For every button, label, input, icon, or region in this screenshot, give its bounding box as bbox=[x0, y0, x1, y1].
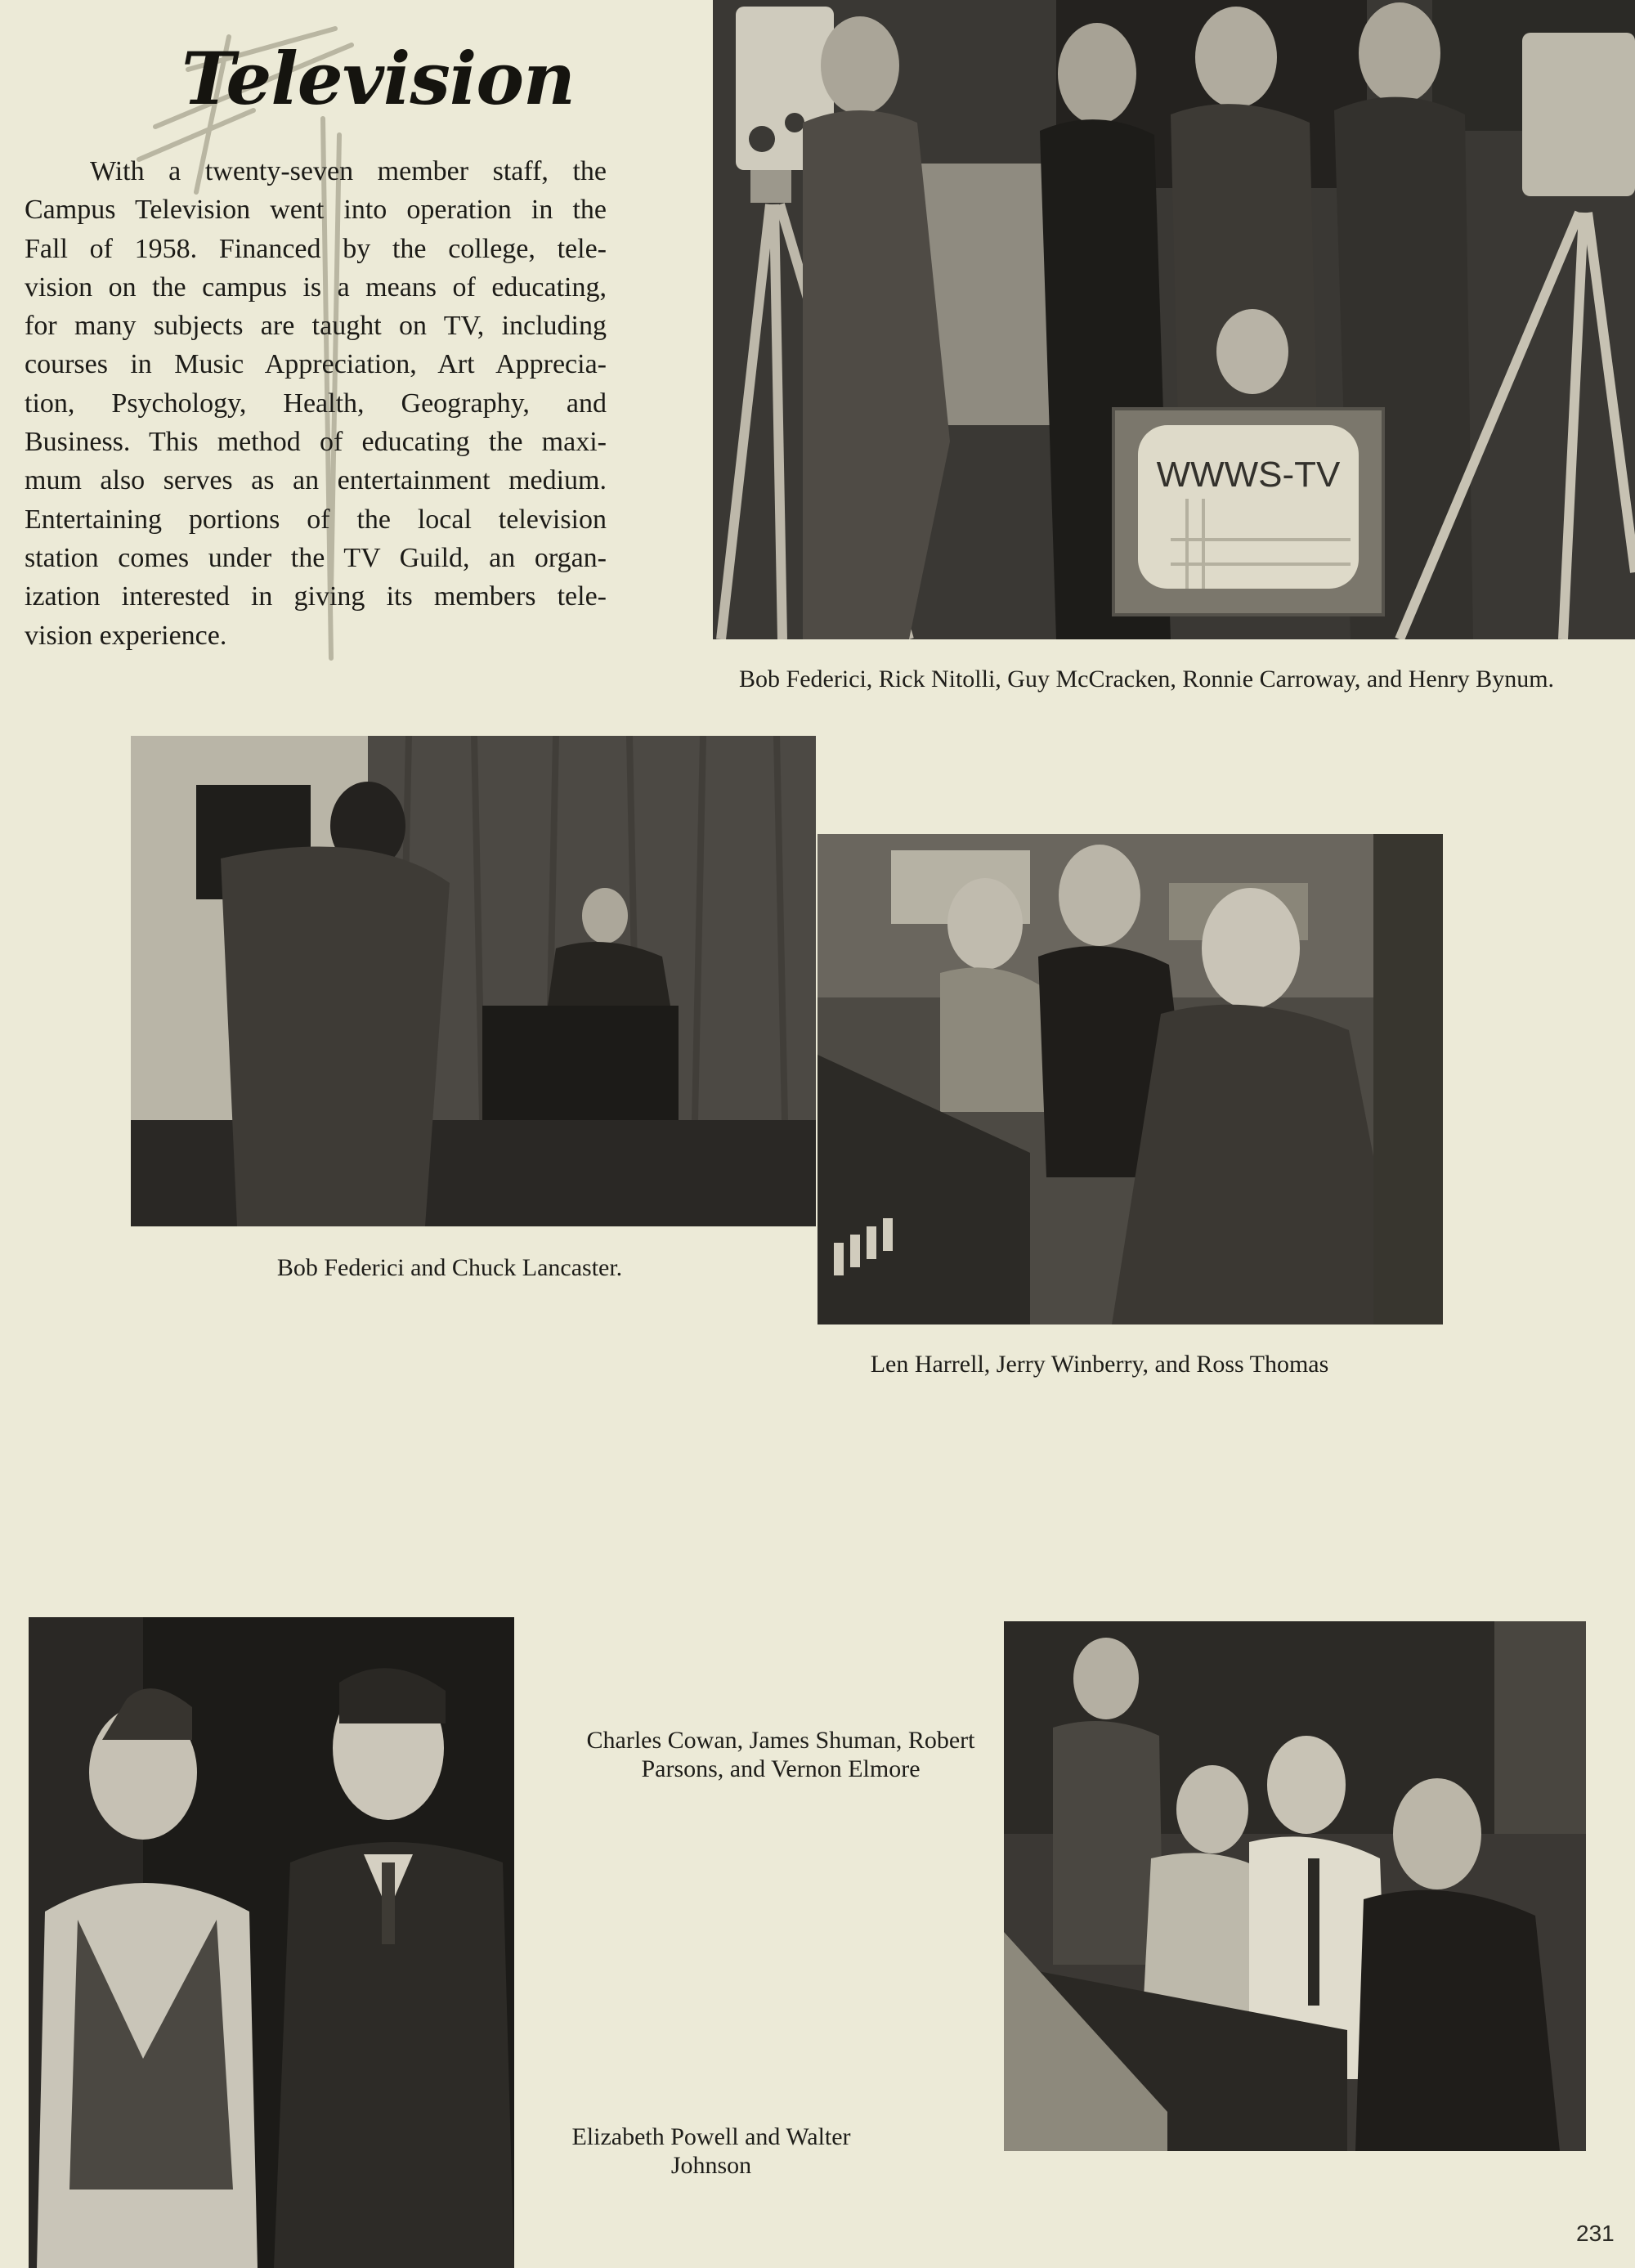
caption-control-room: Len Harrell, Jerry Winberry, and Ross Thomas bbox=[870, 1351, 1329, 1378]
intro-line: vision on the campus is a means of educating, bbox=[25, 271, 607, 303]
photo-couple bbox=[29, 1617, 514, 2268]
intro-paragraph bbox=[25, 152, 607, 655]
intro-line: station comes under the TV Guild, an organ- bbox=[25, 542, 607, 573]
page-number: 231 bbox=[1576, 2221, 1615, 2246]
intro-line: Entertaining portions of the local television bbox=[25, 504, 607, 535]
page-title: Television bbox=[181, 36, 576, 121]
intro-line: Campus Television went into operation in the bbox=[25, 195, 607, 226]
caption-camera-crew: Bob Federici, Rick Nitolli, Guy McCracken, Ronnie Carroway, and Henry Bynum. bbox=[739, 666, 1555, 693]
caption-studio: Bob Federici and Chuck Lancaster. bbox=[276, 1254, 623, 1281]
photo-operators bbox=[1004, 1621, 1586, 2151]
intro-line: for many subjects are taught on TV, including bbox=[25, 311, 607, 342]
photo-studio bbox=[131, 736, 816, 1226]
intro-line: vision experience. bbox=[25, 620, 227, 651]
intro-line: With a twenty-seven member staff, the bbox=[90, 156, 607, 186]
photo-control-room bbox=[818, 834, 1443, 1324]
photo-camera-crew bbox=[713, 0, 1635, 639]
intro-line: ization interested in giving its members tele- bbox=[25, 581, 607, 612]
sign-text: WWWS-TV bbox=[1156, 455, 1341, 495]
caption-operators: Charles Cowan, James Shuman, Robert Parsons, and Vernon Elmore bbox=[586, 1727, 975, 1782]
intro-line: Fall of 1958. Financed by the college, tele- bbox=[25, 233, 607, 264]
caption-couple: Elizabeth Powell and Walter Johnson bbox=[571, 2123, 851, 2179]
intro-line: courses in Music Appreciation, Art Apprecia- bbox=[25, 349, 607, 380]
intro-line: tion, Psychology, Health, Geography, and bbox=[25, 388, 607, 419]
intro-line: mum also serves as an entertainment medium. bbox=[25, 465, 607, 496]
intro-line: Business. This method of educating the maxi- bbox=[25, 427, 607, 458]
